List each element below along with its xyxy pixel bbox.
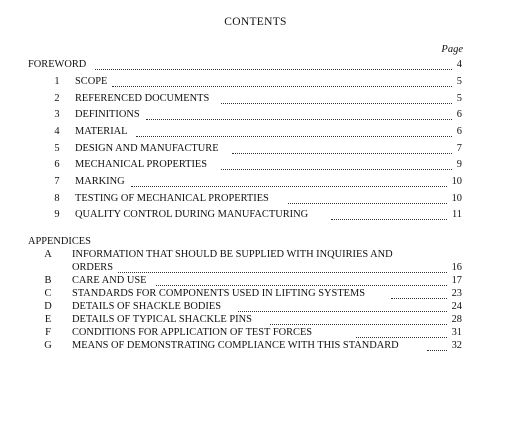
dot-leader <box>232 142 452 154</box>
toc-entry-page: 10 <box>451 193 462 204</box>
toc-entry-title-continued: ORDERS <box>72 262 113 273</box>
toc-entry-title: MATERIAL <box>75 126 128 137</box>
section-number: 4 <box>54 126 60 137</box>
toc-entry-page: 28 <box>451 314 462 325</box>
section-number: 2 <box>54 93 60 104</box>
toc-entry-page: 6 <box>456 109 462 120</box>
toc-entry-section-7[interactable] <box>0 177 511 189</box>
toc-entry-page: 17 <box>451 275 462 286</box>
toc-entry-title: FOREWORD <box>28 59 87 70</box>
toc-entry-page: 5 <box>456 93 462 104</box>
appendix-letter: C <box>44 288 52 299</box>
toc-entry-page: 32 <box>451 340 462 351</box>
section-number: 7 <box>54 176 60 187</box>
appendix-letter: A <box>44 249 52 260</box>
toc-entry-title: REFERENCED DOCUMENTS <box>75 93 210 104</box>
toc-entry-section-1[interactable] <box>0 77 511 89</box>
toc-entry-page: 7 <box>456 143 462 154</box>
toc-entry-page: 24 <box>451 301 462 312</box>
dot-leader <box>146 108 452 120</box>
toc-entry-appendix-g[interactable] <box>0 341 511 353</box>
dot-leader <box>331 208 447 220</box>
dot-leader <box>356 326 447 338</box>
toc-entry-page: 4 <box>456 59 462 70</box>
toc-entry-title: QUALITY CONTROL DURING MANUFACTURING <box>75 209 309 220</box>
toc-entry-section-5[interactable] <box>0 144 511 156</box>
toc-entry-title: STANDARDS FOR COMPONENTS USED IN LIFTING SYSTEMS <box>72 288 366 299</box>
dot-leader <box>221 92 452 104</box>
appendix-letter: D <box>44 301 52 312</box>
toc-entry-title: MARKING <box>75 176 125 187</box>
toc-entry-page: 10 <box>451 176 462 187</box>
toc-entry-page: 5 <box>456 76 462 87</box>
toc-entry-section-8[interactable] <box>0 194 511 206</box>
toc-entry-section-3[interactable] <box>0 110 511 122</box>
toc-entry-title: INFORMATION THAT SHOULD BE SUPPLIED WITH INQUIRIES AND <box>72 249 393 260</box>
dot-leader <box>136 125 452 137</box>
toc-entry-appendix-a[interactable] <box>0 250 511 276</box>
toc-entry-section-9[interactable] <box>0 210 511 222</box>
toc-entry-page: 6 <box>456 126 462 137</box>
dot-leader <box>427 339 447 351</box>
dot-leader <box>95 58 452 70</box>
toc-entry-title: DETAILS OF SHACKLE BODIES <box>72 301 221 312</box>
dot-leader <box>112 75 452 87</box>
toc-entry-title: DEFINITIONS <box>75 109 140 120</box>
page-column-label: Page <box>441 44 463 55</box>
dot-leader <box>118 261 447 273</box>
toc-entry-title: MEANS OF DEMONSTRATING COMPLIANCE WITH THIS STANDARD <box>72 340 399 351</box>
page-title: CONTENTS <box>224 16 287 28</box>
section-number: 9 <box>54 209 60 220</box>
section-number: 5 <box>54 143 60 154</box>
toc-entry-page: 11 <box>451 209 462 220</box>
toc-entry-section-4[interactable] <box>0 127 511 139</box>
toc-entry-title: DETAILS OF TYPICAL SHACKLE PINS <box>72 314 252 325</box>
dot-leader <box>131 175 447 187</box>
toc-entry-section-2[interactable] <box>0 94 511 106</box>
appendix-letter: B <box>44 275 52 286</box>
dot-leader <box>238 300 447 312</box>
dot-leader <box>270 313 447 325</box>
toc-entry-page: 23 <box>451 288 462 299</box>
toc-entry-page: 31 <box>451 327 462 338</box>
section-number: 6 <box>54 159 60 170</box>
toc-entry-title: TESTING OF MECHANICAL PROPERTIES <box>75 193 269 204</box>
toc-entry-page: 9 <box>456 159 462 170</box>
dot-leader <box>391 287 447 299</box>
appendix-letter: F <box>45 327 51 338</box>
section-number: 3 <box>54 109 60 120</box>
dot-leader <box>288 192 447 204</box>
toc-entry-title: DESIGN AND MANUFACTURE <box>75 143 219 154</box>
appendix-letter: G <box>44 340 52 351</box>
section-number: 8 <box>54 193 60 204</box>
toc-entry-page: 16 <box>451 262 462 273</box>
toc-entry-foreword[interactable] <box>0 60 511 72</box>
appendix-letter: E <box>44 314 52 325</box>
appendices-heading: APPENDICES <box>28 236 91 247</box>
toc-entry-title: CONDITIONS FOR APPLICATION OF TEST FORCES <box>72 327 313 338</box>
section-number: 1 <box>54 76 60 87</box>
toc-entry-title: CARE AND USE <box>72 275 147 286</box>
toc-entry-title: MECHANICAL PROPERTIES <box>75 159 208 170</box>
toc-entry-title: SCOPE <box>75 76 108 87</box>
dot-leader <box>156 274 447 286</box>
toc-entry-section-6[interactable] <box>0 160 511 172</box>
dot-leader <box>221 158 452 170</box>
